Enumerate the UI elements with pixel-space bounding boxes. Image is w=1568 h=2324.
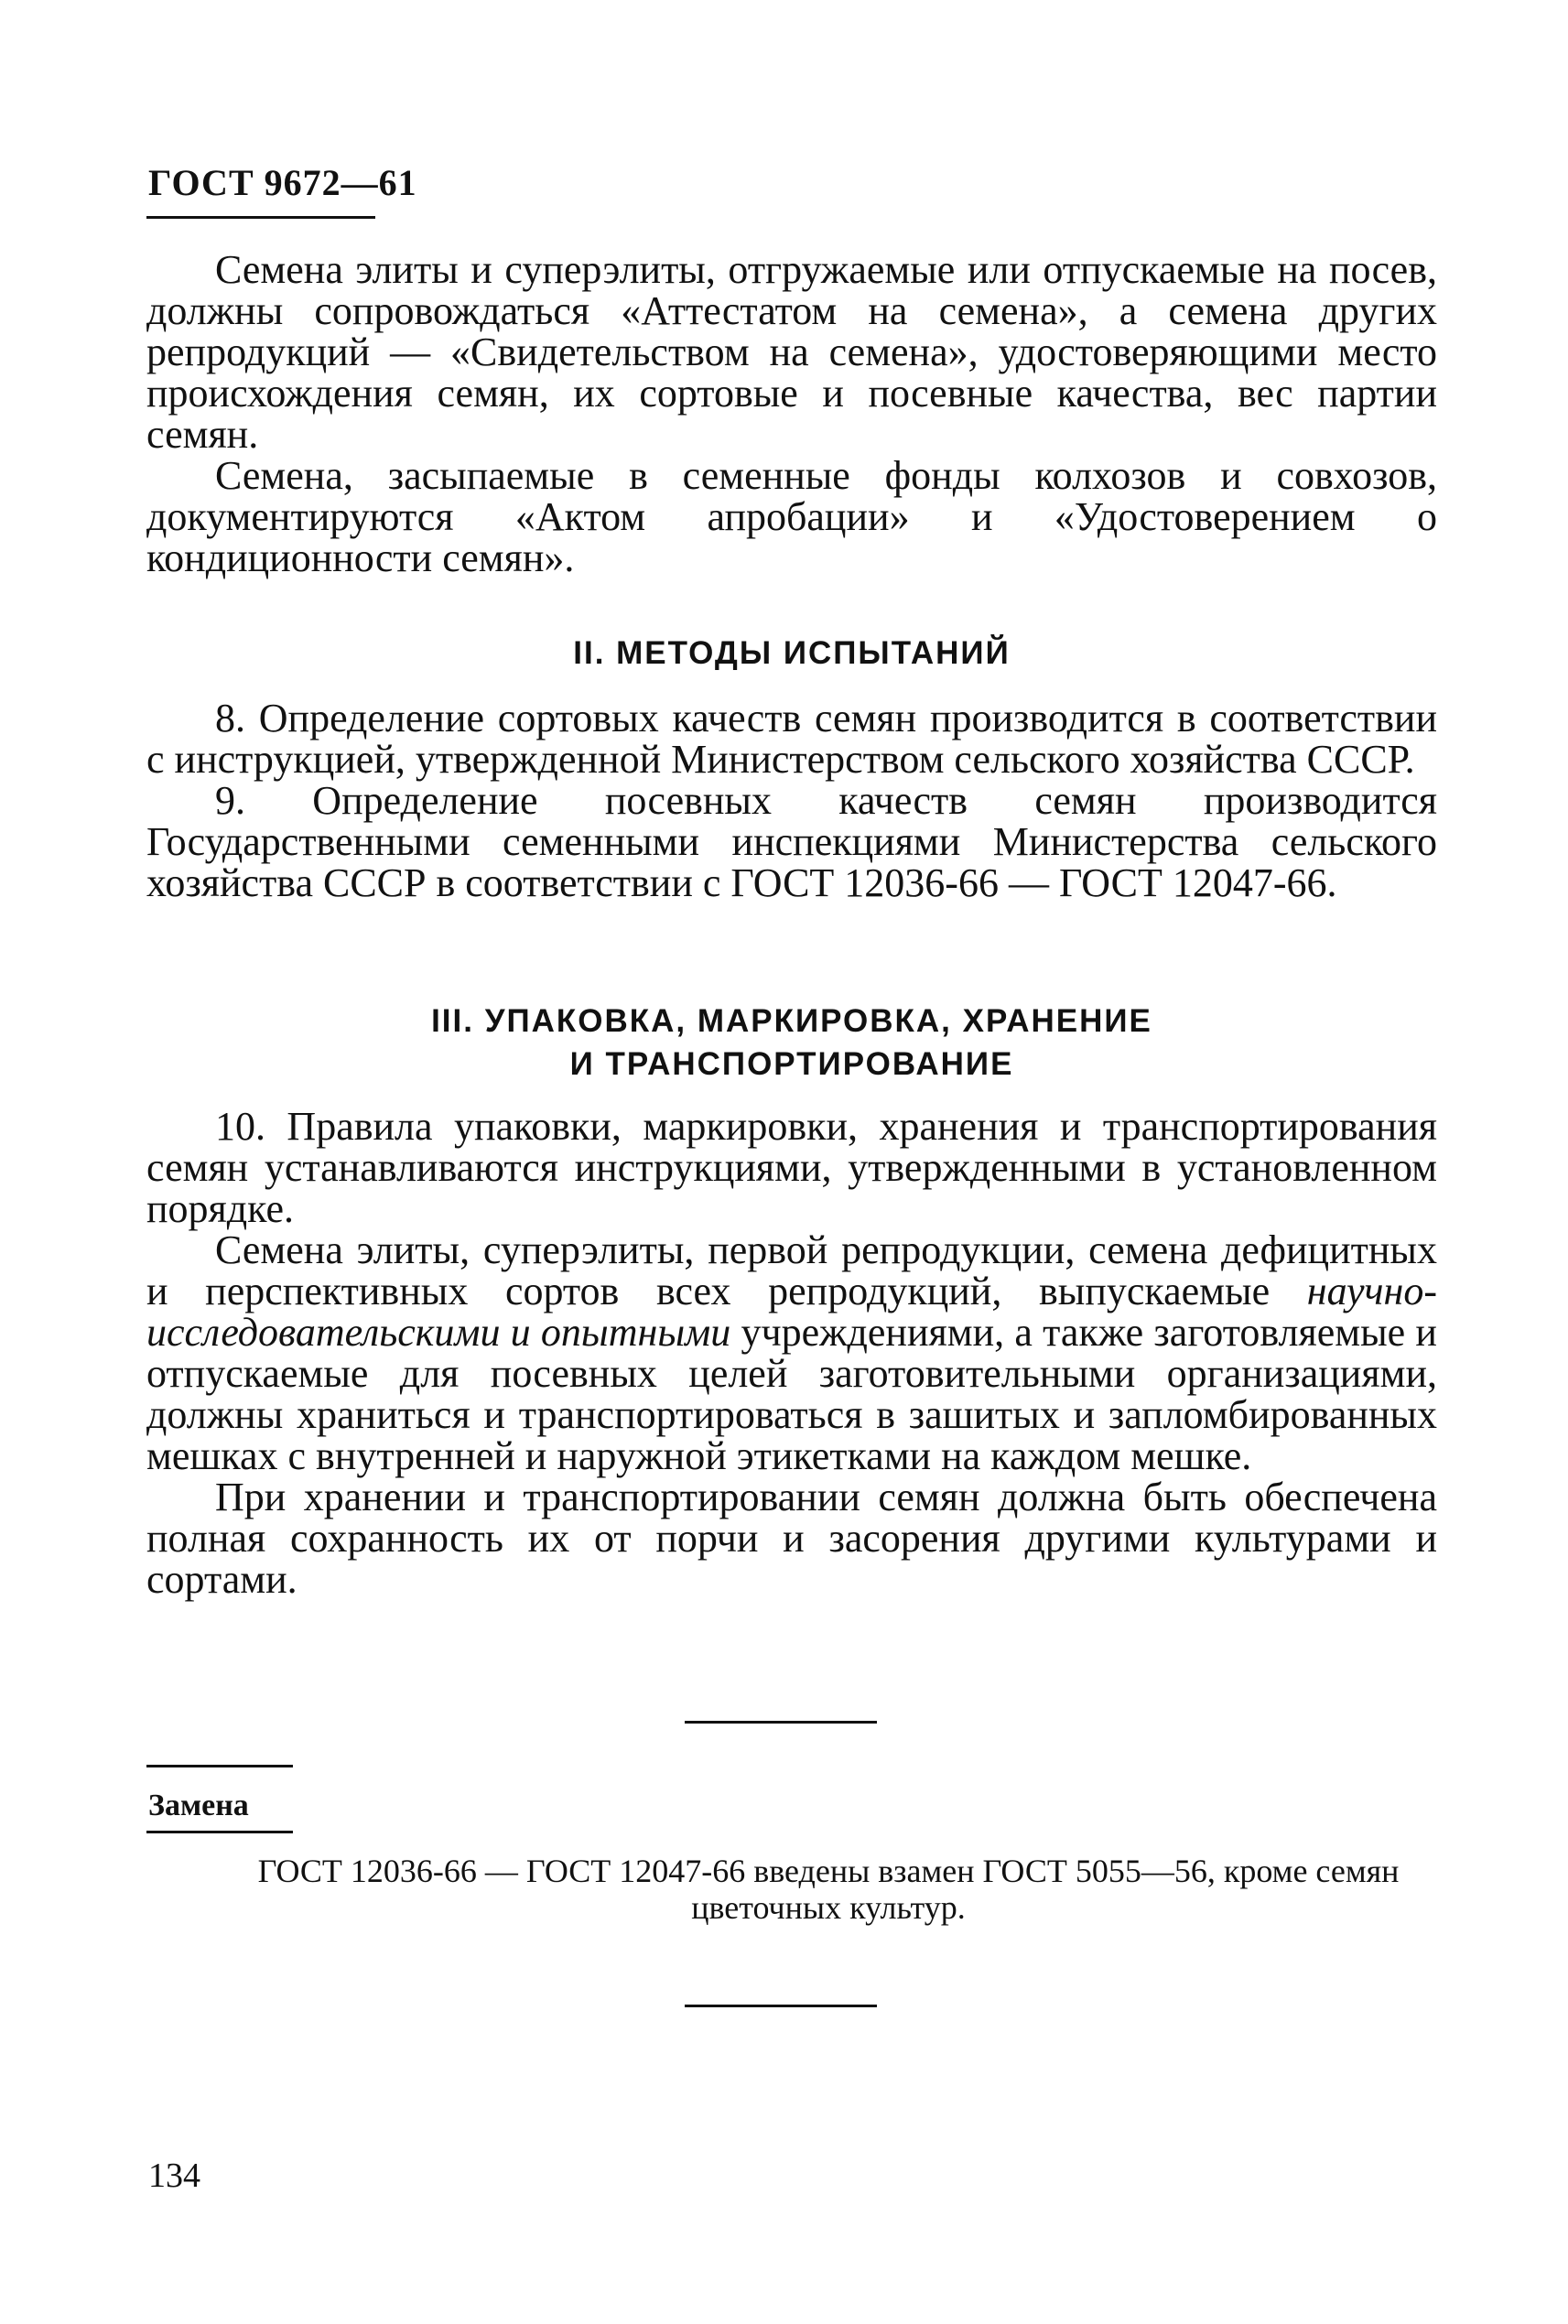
replacement-note-label: Замена <box>148 1789 249 1822</box>
note-label-underline <box>146 1831 293 1833</box>
section-3-paragraph-storage <box>146 1229 1437 1476</box>
storage-text-before: Семена элиты, суперэлиты, первой репродукции, семена дефицитных и перспективных сортов всех репродукций, выпускаемые <box>146 1227 1437 1313</box>
section-2-paragraph-9: 9. Определение посевных качеств семян производится Государственными семенными инспекциями Министерства сельского хозяйства СССР в соответствии с ГОСТ 12036-66 — ГОСТ 12047-66. <box>146 778 1437 905</box>
section-2-title: II. МЕТОДЫ ИСПЫТАНИЙ <box>573 635 1011 671</box>
document-code-header: ГОСТ 9672—61 <box>148 162 417 203</box>
separator-rule-top <box>685 1721 877 1724</box>
replacement-note-text: ГОСТ 12036-66 — ГОСТ 12047-66 введены взамен ГОСТ 5055—56, кроме семян цветочных культур. <box>257 1853 1400 1926</box>
storage-text-italic: научно-исследовательскими и опытными <box>146 1269 1437 1355</box>
section-3-title-line-2: И ТРАНСПОРТИРОВАНИЕ <box>569 1046 1014 1082</box>
section-2-heading <box>146 632 1437 675</box>
section-3-title-line-1: III. УПАКОВКА, МАРКИРОВКА, ХРАНЕНИЕ <box>431 1003 1152 1039</box>
note-label-overline <box>146 1765 293 1767</box>
section-3-heading <box>146 1000 1437 1086</box>
storage-text-after: учреждениями, а также заготовляемые и отпускаемые для посевных целей заготовительными организациями, должны храниться и транспортироваться в зашитых и запломбированных мешках с внутренней и наружной этикетками на каждом мешке. <box>146 1310 1437 1478</box>
page-number: 134 <box>148 2156 200 2195</box>
section-2-body <box>146 697 1437 903</box>
header-underline <box>146 216 375 219</box>
section-3-paragraph-10: 10. Правила упаковки, маркировки, хранения и транспортирования семян устанавливаются инструкциями, утвержденными в установленном порядке. <box>146 1104 1437 1231</box>
intro-paragraph-1: Семена элиты и суперэлиты, отгружаемые или отпускаемые на посев, должны сопровождаться «Аттестатом на семена», а семена других репродукций — «Свидетельством на семена», удостоверяющими место происхождения семян, их сортовые и посевные качества, вес партии семян. <box>146 247 1437 457</box>
intro-section <box>146 249 1437 578</box>
section-3-body <box>146 1106 1437 1600</box>
section-3-paragraph-preservation: При хранении и транспортировании семян должна быть обеспечена полная сохранность их от порчи и засорения другими культурами и сортами. <box>146 1475 1437 1602</box>
separator-rule-bottom <box>685 2005 877 2007</box>
section-2-paragraph-8: 8. Определение сортовых качеств семян производится в соответствии с инструкцией, утвержденной Министерством сельского хозяйства СССР. <box>146 696 1437 782</box>
intro-paragraph-2: Семена, засыпаемые в семенные фонды колхозов и совхозов, документируются «Актом апробации» и «Удостоверением о кондиционности семян». <box>146 453 1437 580</box>
